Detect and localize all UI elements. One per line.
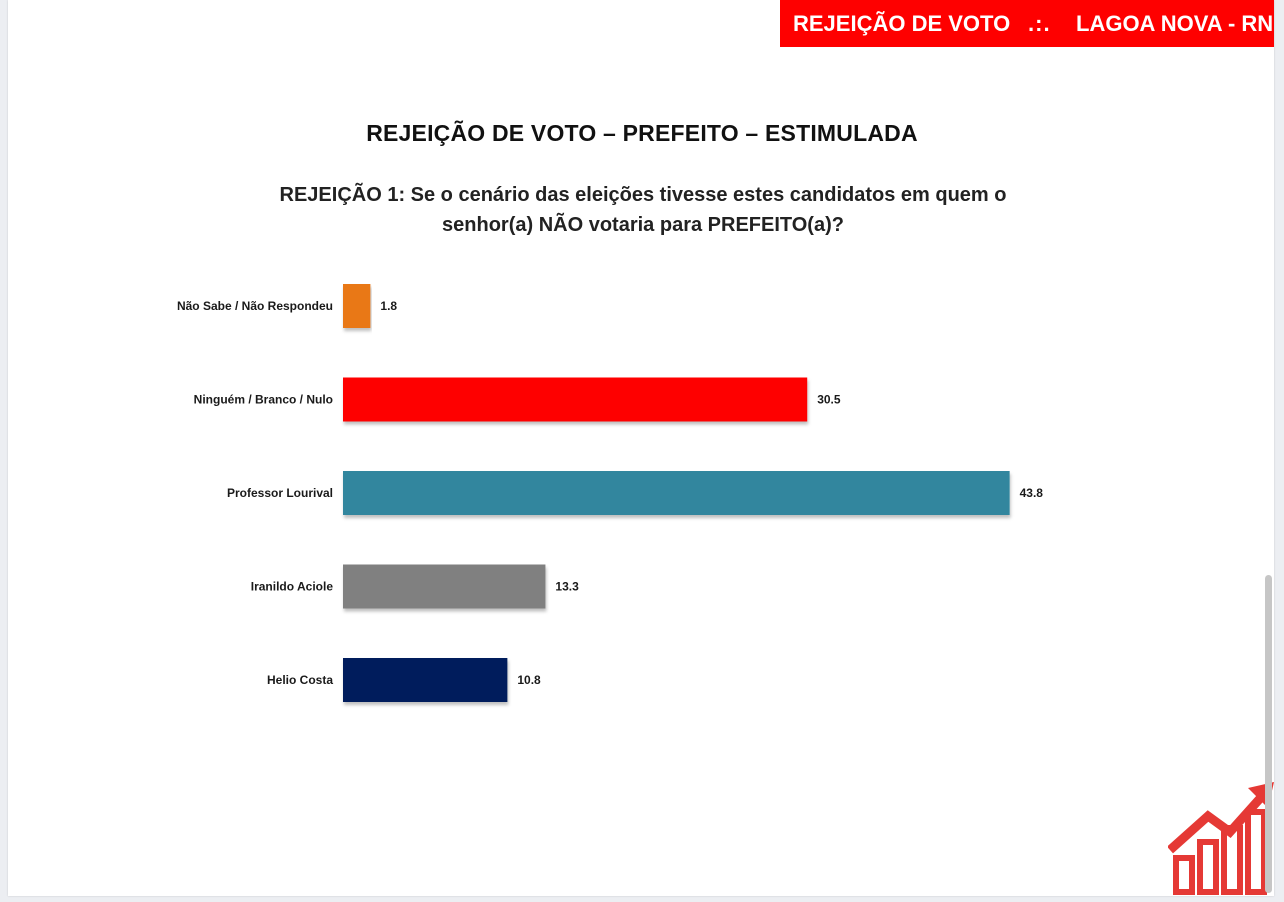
bar [343,565,545,609]
category-label: Helio Costa [266,673,333,687]
slide [8,0,1274,896]
bar [343,471,1010,515]
banner-separator: .:. [1028,11,1051,36]
rising-bars-arrow-icon [1168,780,1274,896]
bars-layer [177,284,1043,702]
value-label: 30.5 [817,392,841,407]
bar [343,378,807,422]
bar [343,658,507,702]
category-label: Ninguém / Branco / Nulo [193,392,333,407]
question-line-1: REJEIÇÃO 1: Se o cenário das eleições tivesse estes candidatos em quem o [279,184,1007,206]
value-label: 13.3 [555,579,579,594]
category-label: Não Sabe / Não Respondeu [176,299,333,313]
value-label: 1.8 [380,299,398,313]
banner-title: REJEIÇÃO DE VOTO [793,11,1011,36]
scrollbar[interactable] [1265,575,1272,893]
value-label: 10.8 [517,673,541,687]
bar-chart [8,0,1274,896]
banner-location: LAGOA NOVA - RN [1076,11,1274,36]
category-label: Professor Lourival [226,486,333,500]
category-label: Iranildo Aciole [250,579,333,594]
page-title: REJEIÇÃO DE VOTO – PREFEITO – ESTIMULADA [366,120,918,146]
question-line-2: senhor(a) NÃO votaria para PREFEITO(a)? [442,214,844,236]
bar [343,284,370,328]
value-label: 43.8 [1019,486,1043,500]
